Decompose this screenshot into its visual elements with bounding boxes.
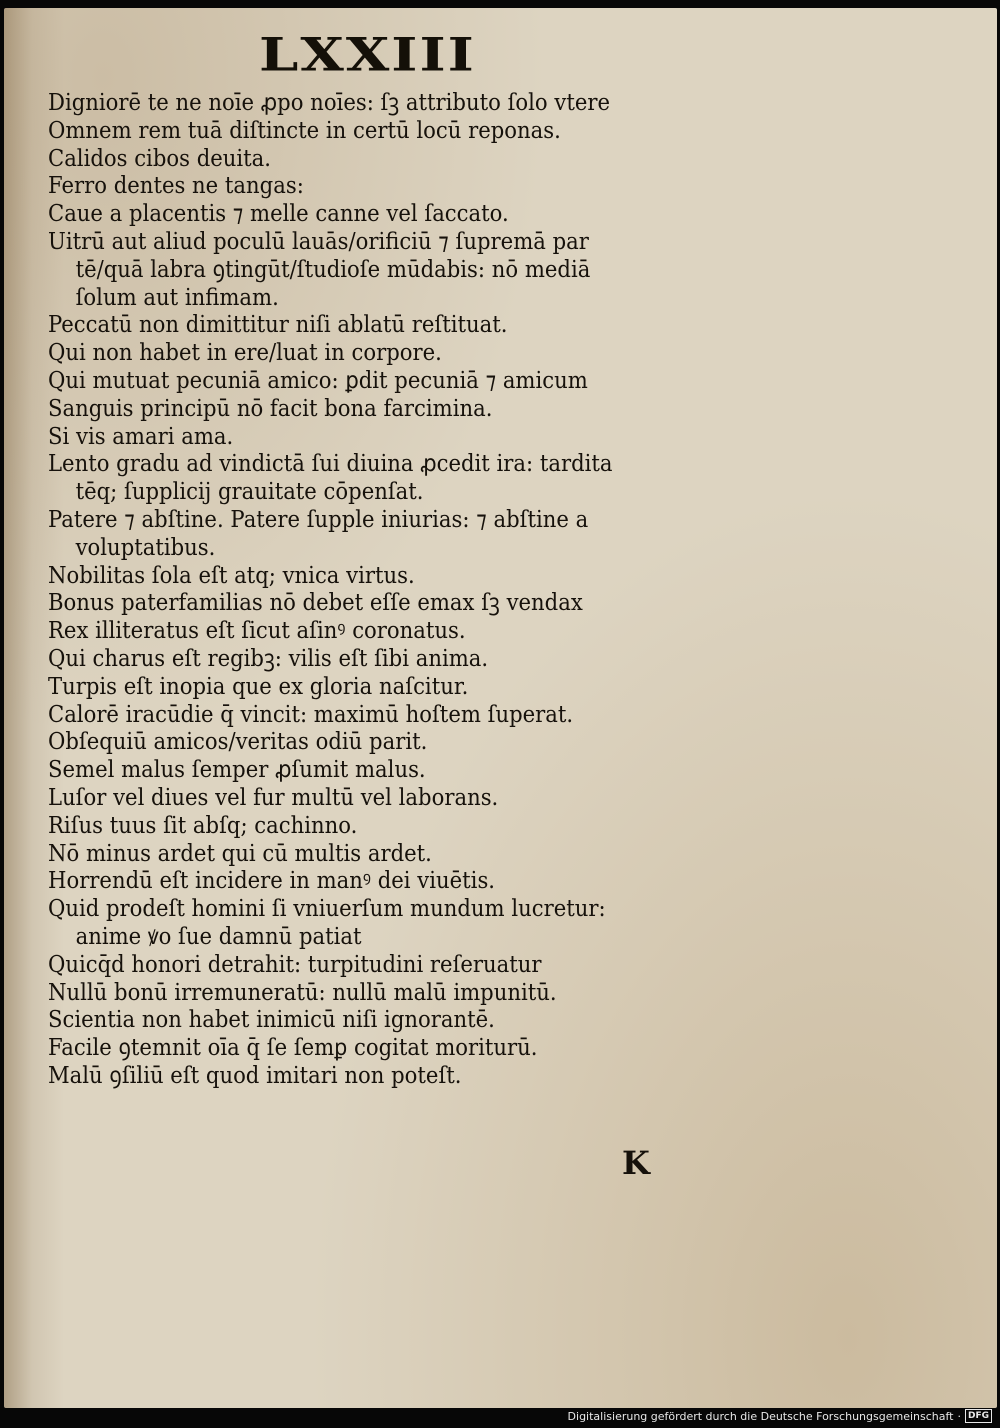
credit-text: Digitalisierung gefördert durch die Deutsche Forschungsgemeinschaft: [567, 1409, 954, 1423]
text-line: Malū ꝯſiliū eſt quod imitari non poteſt.: [48, 1062, 462, 1089]
text-line: Quid prodeſt homini ſi vniuerſum mundum lucretur:: [48, 896, 606, 923]
text-line: Riſus tuus ſit abſq; cachinno.: [48, 812, 358, 839]
text-line: tē/quā labra ꝯtingūt/ſtudioſe mūdabis: nō mediā: [75, 256, 591, 283]
text-line: ſolum aut infimam.: [75, 284, 279, 311]
dfg-logo-icon: DFG: [965, 1409, 992, 1423]
text-line: Nō minus ardet qui cū multis ardet.: [48, 840, 432, 867]
text-line: tēq; ſupplicij grauitate cōpenſat.: [75, 479, 424, 506]
text-line: Nobilitas ſola eſt atq; vnica virtus.: [48, 562, 415, 589]
text-line: Calorē iracūdie q̄ vincit: maximū hoſtem ſuperat.: [48, 701, 574, 728]
text-block: [48, 90, 674, 1091]
text-line: Obſequiū amicos/veritas odiū parit.: [48, 729, 428, 756]
text-line: Luſor vel diues vel fur multū vel laborans.: [48, 784, 499, 811]
text-line: anime ꝟo ſue damnū patiat: [75, 923, 362, 950]
text-line: Qui mutuat pecuniā amico: ꝑdit pecuniā ⁊ amicum: [48, 367, 588, 394]
signature-mark: K: [622, 1144, 650, 1182]
text-line: Uitrū aut aliud poculū lauās/orificiū ⁊ ſupremā par: [48, 228, 589, 255]
text-line: Patere ⁊ abſtine. Patere ſupple iniurias: ⁊ abſtine a: [48, 506, 589, 533]
text-line: Rex illiteratus eſt ſicut aſinꝰ coronatus.: [48, 618, 466, 645]
text-line: Semel malus ſemper ꝓſumit malus.: [48, 757, 426, 784]
text-line: Qui charus eſt regibꝫ: vilis eſt ſibi anima.: [48, 645, 489, 672]
text-line: Facile ꝯtemnit oīa q̄ ſe ſemꝑ cogitat moriturū.: [48, 1035, 538, 1062]
text-line: Caue a placentis ⁊ melle canne vel ſaccato.: [48, 201, 509, 228]
text-line: voluptatibus.: [75, 534, 216, 561]
text-line: Scientia non habet inimicū niſi ignorantē.: [48, 1007, 495, 1034]
text-line: Ferro dentes ne tangas:: [48, 173, 304, 200]
text-line: Peccatū non dimittitur niſi ablatū reſtituat.: [48, 312, 508, 339]
text-line: Sanguis principū nō facit bona farcimina.: [48, 395, 493, 422]
text-line: Lento gradu ad vindictā ſui diuina ꝓcedit ira: tardita: [48, 451, 613, 478]
folio-number: LXXIII: [259, 28, 476, 83]
book-page: [4, 8, 997, 1408]
text-line: Nullū bonū irremuneratū: nullū malū impunitū.: [48, 979, 557, 1006]
text-line: Qui non habet in ere/luat in corpore.: [48, 340, 442, 367]
text-line: Quicq̄d honori detrahit: turpitudini reſeruatur: [48, 951, 542, 978]
text-line: Horrendū eſt incidere in manꝰ dei viuētis.: [48, 868, 496, 895]
credit-separator: ·: [957, 1409, 961, 1423]
text-line: Digniorē te ne noīe ꝓpo noīes: ſꝫ attributo ſolo vtere: [48, 90, 611, 116]
digitization-credit: [568, 1408, 992, 1424]
text-line: Calidos cibos deuita.: [48, 145, 272, 172]
text-line: Si vis amari ama.: [48, 423, 234, 450]
text-line: Omnem rem tuā diſtincte in certū locū reponas.: [48, 117, 561, 144]
text-line: Turpis eſt inopia que ex gloria naſcitur.: [48, 673, 469, 700]
text-line: Bonus paterfamilias nō debet eſſe emax ſꝫ vendax: [48, 590, 583, 617]
